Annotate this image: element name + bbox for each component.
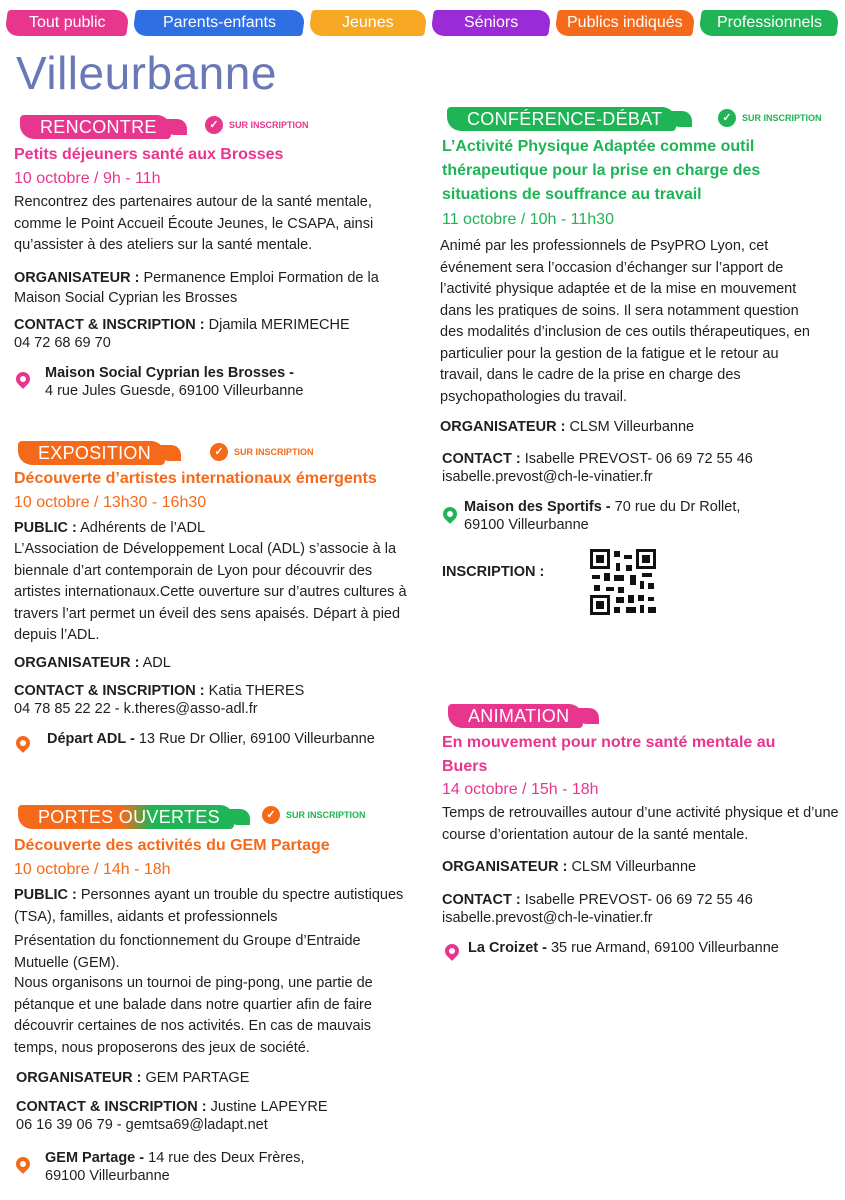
organizer <box>16 1068 249 1090</box>
contact-label: CONTACT & INSCRIPTION : <box>14 317 205 333</box>
location <box>468 939 779 957</box>
badge-label: RENCONTRE <box>40 117 157 137</box>
contact-label: CONTACT : <box>442 451 521 467</box>
contact-details: 06 16 39 06 79 - gemtsa69@ladapt.net <box>16 1117 268 1133</box>
audience-tabs <box>6 10 838 36</box>
event-date: 11 octobre / 10h - 11h30 <box>442 211 614 228</box>
event-title: L’Activité Physique Adaptée comme outil thérapeutique pour la prise en charge des situations de souffrance au travail <box>442 138 761 203</box>
location-address: 13 Rue Dr Ollier, 69100 Villeurbanne <box>138 731 375 747</box>
event-description: Rencontrez des partenaires autour de la santé mentale, comme le Point Accueil Écoute Jeunes, le CSAPA, ainsi qu’assister à des ateliers sur la santé mentale. <box>14 194 374 253</box>
tab-label: Publics indiqués <box>567 14 683 31</box>
organizer-label: ORGANISATEUR : <box>440 419 566 435</box>
location <box>464 498 740 534</box>
tab-tout-public <box>4 10 130 36</box>
public-label: PUBLIC : <box>14 887 77 903</box>
event-description: Animé par les professionnels de PsyPRO Lyon, cet événement sera l’occasion d’échanger sur l’apport de l’activité physique adaptée et de la mise en mouvement dans les pratiques de soins. Il sera notamment question des modalités d’inclusion de ces outils thérapeutiques, en particulier pour la gestion de la fatigue et le retour au travail, dans le cadre de la prise en charge des psychopathologies du travail. <box>440 238 810 405</box>
tab-jeunes <box>308 10 428 36</box>
badge-label: PORTES OUVERTES <box>38 807 220 827</box>
registration-badge <box>210 443 314 461</box>
contact-name: Katia THERES <box>208 683 305 699</box>
location-name: GEM Partage - <box>45 1150 145 1166</box>
tab-publics-indiques <box>554 10 696 36</box>
tab-label: Jeunes <box>342 14 394 31</box>
location-name: Maison Social Cyprian les Brosses - <box>45 365 295 381</box>
registration-badge <box>262 806 366 824</box>
event-description: Présentation du fonctionnement du Groupe d’Entraide Mutuelle (GEM). <box>14 933 361 971</box>
event-description: L’Association de Développement Local (ADL) s’associe à la biennale d’art contemporain de Lyon pour découvrir des artistes internationaux.Cette ouverture sur d’autres cultures à travers l’art permet un éveil des sens apaisés. Départ à pied depuis l’ADL. <box>14 541 407 643</box>
registration-badge <box>718 109 822 127</box>
check-icon: ✓ <box>262 806 280 824</box>
organizer-value: CLSM Villeurbanne <box>571 859 697 875</box>
contact-name: Isabelle PREVOST- 06 69 72 55 46 <box>524 451 753 467</box>
contact-label: CONTACT : <box>442 892 521 908</box>
contact <box>14 682 304 718</box>
location-address: 70 rue du Dr Rollet, <box>614 499 741 515</box>
contact-label: CONTACT & INSCRIPTION : <box>14 683 205 699</box>
location-address: 14 rue des Deux Frères, <box>148 1150 305 1166</box>
registration-label: SUR INSCRIPTION <box>286 810 366 820</box>
contact-name: Isabelle PREVOST- 06 69 72 55 46 <box>524 892 753 908</box>
location-pin-icon <box>442 941 462 961</box>
contact <box>14 316 419 352</box>
event-description: Temps de retrouvailles autour d’une activité physique et d’une course d’orientation autour de la santé mentale. <box>442 805 839 843</box>
badge-label: EXPOSITION <box>38 443 152 463</box>
organizer-value: Permanence Emploi Formation de la Maison Social Cyprian les Brosses <box>14 270 379 306</box>
organizer-value: CLSM Villeurbanne <box>569 419 695 435</box>
contact-email: isabelle.prevost@ch-le-vinatier.fr <box>442 910 653 926</box>
location-pin-icon <box>13 733 33 753</box>
tab-label: Professionnels <box>716 14 822 31</box>
tab-parents-enfants <box>132 10 306 36</box>
location-name: Maison des Sportifs - <box>464 499 611 515</box>
event-date: 14 octobre / 15h - 18h <box>442 781 599 798</box>
registration-label: SUR INSCRIPTION <box>229 120 309 130</box>
tab-seniors <box>430 10 552 36</box>
organizer-label: ORGANISATEUR : <box>16 1070 142 1086</box>
category-badge <box>448 704 583 728</box>
location-pin-icon <box>13 369 33 389</box>
tab-professionnels <box>698 10 840 36</box>
public-label: PUBLIC : <box>14 520 77 536</box>
event-date: 10 octobre / 14h - 18h <box>14 861 171 878</box>
contact-phone: 04 72 68 69 70 <box>14 335 111 351</box>
public-value: Adhérents de l’ADL <box>80 520 206 536</box>
organizer <box>14 268 419 308</box>
organizer-label: ORGANISATEUR : <box>14 270 140 286</box>
contact <box>16 1098 328 1134</box>
location-pin-icon <box>440 504 460 524</box>
registration-label: SUR INSCRIPTION <box>742 113 822 123</box>
qr-code-icon[interactable] <box>590 549 656 615</box>
public <box>14 518 205 540</box>
public <box>14 885 414 928</box>
contact-email: isabelle.prevost@ch-le-vinatier.fr <box>442 469 653 485</box>
event-title: Découverte d’artistes internationaux émergents <box>14 470 377 487</box>
check-icon: ✓ <box>205 116 223 134</box>
registration-badge <box>205 116 309 134</box>
contact <box>442 891 753 927</box>
event-title: Découverte des activités du GEM Partage <box>14 837 330 854</box>
tab-label: Tout public <box>28 14 106 31</box>
location-address: 4 rue Jules Guesde, 69100 Villeurbanne <box>45 383 304 399</box>
organizer <box>442 857 696 879</box>
location-name: La Croizet - <box>468 940 547 956</box>
registration-label: SUR INSCRIPTION <box>234 447 314 457</box>
event-date: 10 octobre / 13h30 - 16h30 <box>14 494 207 511</box>
location-name: Départ ADL - <box>47 731 135 747</box>
check-icon: ✓ <box>718 109 736 127</box>
organizer <box>440 417 694 439</box>
badge-label: CONFÉRENCE-DÉBAT <box>467 109 663 129</box>
page-title: Villeurbanne <box>16 47 277 99</box>
badge-label: ANIMATION <box>468 706 570 726</box>
location <box>45 364 304 400</box>
category-badge <box>18 441 165 465</box>
contact-details: 04 78 85 22 22 - k.theres@asso-adl.fr <box>14 701 258 717</box>
contact-name: Djamila MERIMECHE <box>208 317 350 333</box>
category-badge <box>20 115 171 139</box>
location-city: 69100 Villeurbanne <box>45 1168 170 1184</box>
location-city: 69100 Villeurbanne <box>464 517 589 533</box>
location <box>47 730 375 748</box>
event-description-2: Nous organisons un tournoi de ping-pong, une partie de pétanque et une balade dans notre quartier afin de faire découvrir certaines de nos activités. En cas de mauvais temps, nous proposerons des jeux de société. <box>14 975 373 1056</box>
inscription-label: INSCRIPTION : <box>442 564 545 580</box>
public-value: Personnes ayant un trouble du spectre autistiques (TSA), familles, aidants et professionnels <box>14 887 404 925</box>
check-icon: ✓ <box>210 443 228 461</box>
contact <box>442 450 753 486</box>
organizer-label: ORGANISATEUR : <box>442 859 568 875</box>
event-title: En mouvement pour notre santé mentale au Buers <box>442 734 776 775</box>
tab-label: Parents-enfants <box>162 14 276 31</box>
event-date: 10 octobre / 9h - 11h <box>14 170 161 187</box>
organizer-value: ADL <box>142 655 171 671</box>
organizer-label: ORGANISATEUR : <box>14 655 140 671</box>
contact-name: Justine LAPEYRE <box>210 1099 328 1115</box>
location-address: 35 rue Armand, 69100 Villeurbanne <box>550 940 779 956</box>
organizer <box>14 653 171 675</box>
organizer-value: GEM PARTAGE <box>145 1070 250 1086</box>
tab-label: Séniors <box>463 14 519 31</box>
location-pin-icon <box>13 1154 33 1174</box>
category-badge <box>18 805 234 829</box>
category-badge <box>447 107 676 131</box>
event-title: Petits déjeuners santé aux Brosses <box>14 146 284 163</box>
location <box>45 1149 305 1185</box>
contact-label: CONTACT & INSCRIPTION : <box>16 1099 207 1115</box>
